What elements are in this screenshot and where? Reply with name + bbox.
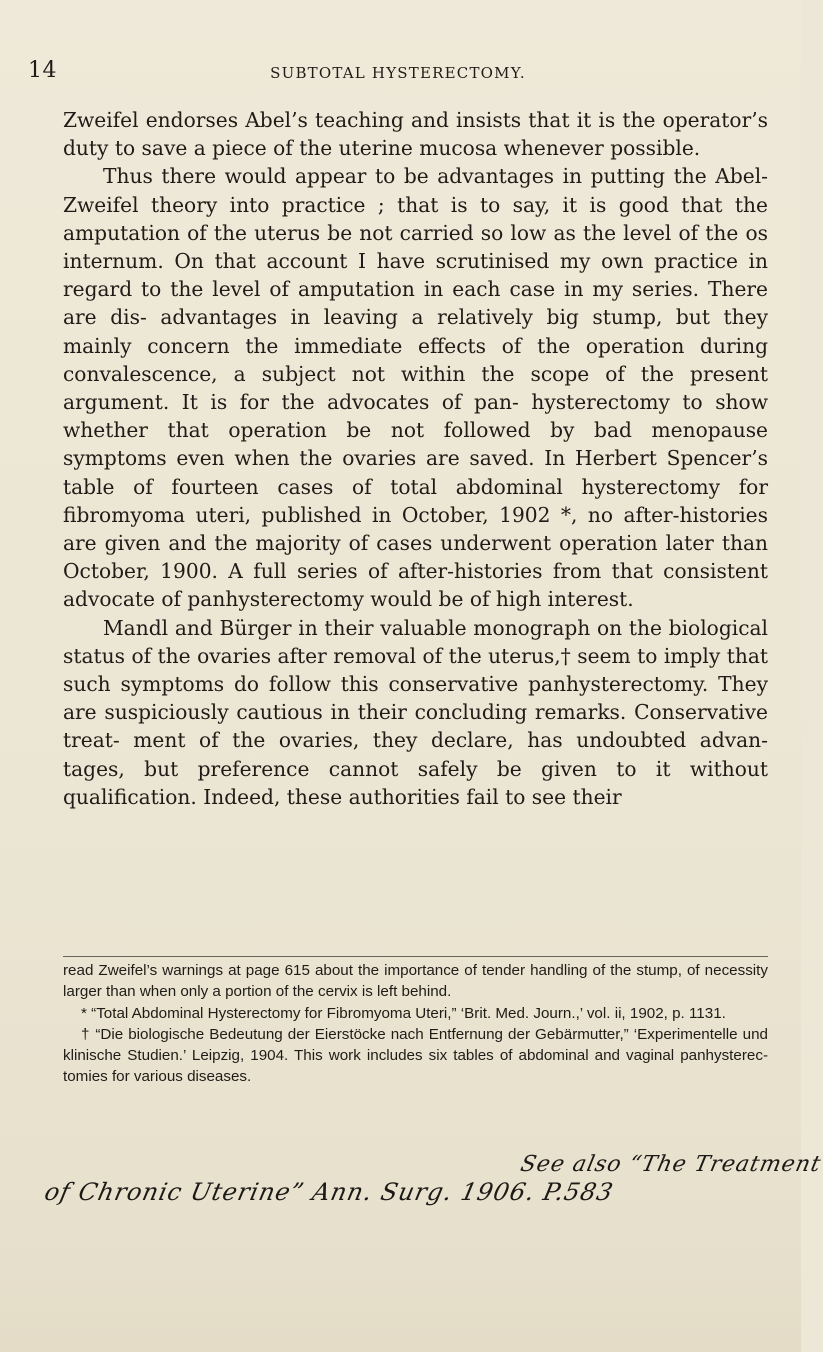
page-number: 14 (28, 58, 57, 83)
running-title: SUBTOTAL HYSTERECTOMY. (270, 64, 526, 82)
page-shading (0, 1232, 801, 1352)
body-text (63, 106, 768, 811)
annotation-line: See also “The Treatment (518, 1152, 823, 1177)
footnote: * “Total Abdominal Hysterectomy for Fibromyoma Uteri,” ‘Brit. Med. Journ.,’ vol. ii, 1902, p. 1131. (81, 1004, 726, 1022)
footnote-continuation: read Zweifel’s warnings at page 615 about the importance of tender handling of the stump, of necessity larger than when only a portion of the cervix is left behind. (63, 962, 768, 1001)
footnotes (63, 960, 768, 1088)
footnote: † “Die biologische Bedeutung der Eierstöcke nach Entfernung der Gebärmutter,” ‘Experimentelle und klinische Studien.’ Leipzig, 1904. This work includes six tables of abdominal and vaginal panhysterec- tomies for various diseases. (63, 1025, 768, 1086)
annotation-line: of Chronic Uterine” Ann. Surg. 1906. P.583 (42, 1178, 617, 1206)
footnote-divider (63, 956, 768, 957)
page-header (28, 58, 768, 86)
paragraph: Mandl and Bürger in their valuable monograph on the biological status of the ovaries after removal of the uterus,† seem to imply that such symptoms do follow this conservative panhysterectomy. They are suspiciously cautious in their concluding remarks. Conservative treat- ment of the ovaries, they declare, has undoubted advan- tages, but preference cannot safely be given to it without qualification. Indeed, these authorities fail to see their (63, 615, 768, 809)
paragraph: Zweifel endorses Abel’s teaching and insists that it is the operator’s duty to save a piece of the uterine mucosa whenever possible. (63, 108, 768, 161)
handwritten-annotation (42, 1152, 823, 1206)
paragraph: Thus there would appear to be advantages in putting the Abel-Zweifel theory into practice ; that is to say, it is good that the amputation of the uterus be not carried so low as the level of the os internum. On that account I have scrutinised my own practice in regard to the level of amputation in each case in my series. There are dis- advantages in leaving a relatively big stump, but they mainly concern the immediate effects of the operation during convalescence, a subject not within the scope of the present argument. It is for the advocates of pan- hysterectomy to show whether that operation be not followed by bad menopause symptoms even when the ovaries are saved. In Herbert Spencer’s table of fourteen cases of total abdominal hysterectomy for fibromyoma uteri, published in October, 1902 *, no after-histories are given and the majority of cases underwent operation later than October, 1900. A full series of after-histories from that consistent advocate of panhysterectomy would be of high interest. (63, 164, 768, 612)
